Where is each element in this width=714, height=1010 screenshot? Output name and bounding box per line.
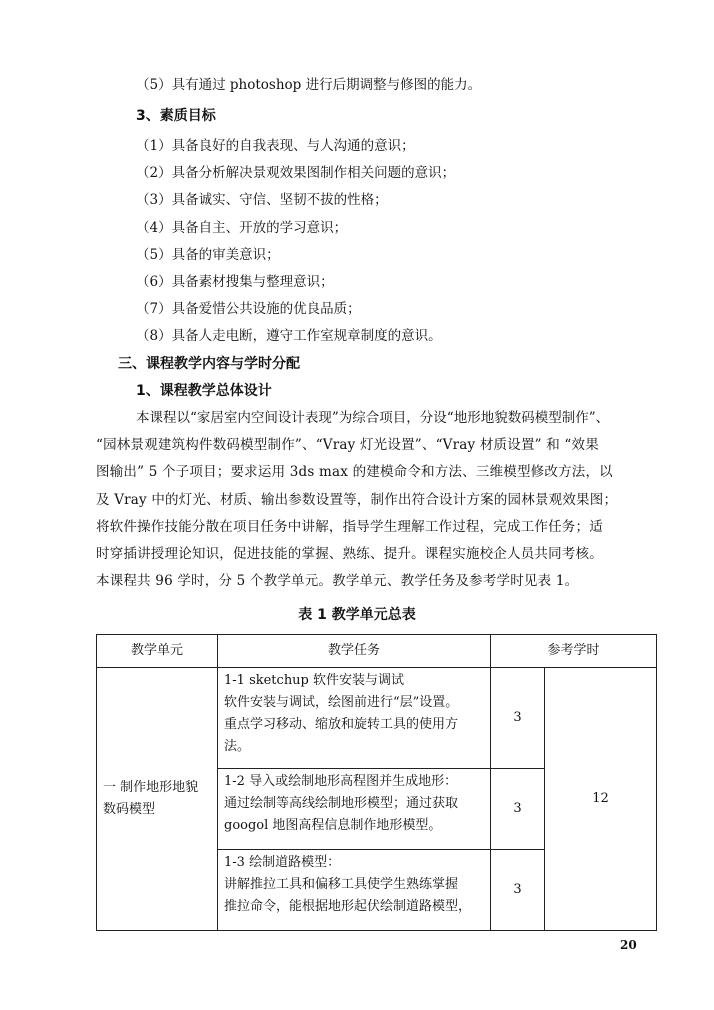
- task-line: 软件安装与调试，绘图前进行“层”设置。: [224, 695, 459, 710]
- quality-item: （5）具备的审美意识；: [136, 247, 280, 263]
- task-line: 1-1 sketchup 软件安装与调试: [224, 673, 405, 688]
- body-paragraph-line: 将软件操作技能分散在项目任务中讲解，指导学生理解工作过程，完成工作任务；适: [96, 519, 603, 535]
- header-task: 教学任务: [218, 635, 491, 668]
- body-paragraph-line: 本课程以“家居室内空间设计表现”为综合项目，分设“地形地貌数码模型制作”、: [136, 410, 610, 426]
- task-cell: [218, 769, 491, 850]
- quality-item: （6）具备素材搜集与整理意识；: [136, 274, 334, 290]
- quality-item: （7）具备爱惜公共设施的优良品质；: [136, 301, 361, 317]
- task-line: 1-3 绘制道路模型：: [224, 855, 341, 870]
- quality-item: （1）具备良好的自我表现、与人沟通的意识；: [136, 138, 415, 154]
- task-line: 通过绘制等高线绘制地形模型；通过获取: [224, 796, 459, 811]
- task-line: 1-2 导入或绘制地形高程图并生成地形：: [224, 774, 458, 789]
- task-line: 讲解推拉工具和偏移工具使学生熟练掌握: [224, 877, 459, 892]
- header-unit: 教学单元: [97, 635, 218, 668]
- teaching-units-table: [96, 634, 657, 931]
- page-number: 20: [620, 938, 637, 952]
- task-cell: [218, 668, 491, 769]
- section-heading: 三、课程教学内容与学时分配: [118, 356, 300, 372]
- body-paragraph-line: 本课程共 96 学时，分 5 个教学单元。教学单元、教学任务及参考学时见表 1。: [96, 573, 579, 589]
- task-hours-cell: 3: [491, 769, 545, 850]
- table-caption: 表 1 教学单元总表: [298, 607, 416, 623]
- body-paragraph-line: “园林景观建筑构件数码模型制作”、“Vray 灯光设置”、“Vray 材质设置” 和 “效果: [96, 437, 599, 453]
- body-paragraph-line: 及 Vray 中的灯光、材质、输出参数设置等，制作出符合设计方案的园林景观效果图；: [96, 492, 618, 508]
- unit-name-cell: 一 制作地形地貌数码模型: [97, 668, 218, 931]
- task-line: 重点学习移动、缩放和旋转工具的使用方: [224, 717, 459, 732]
- top-item: （5）具有通过 photoshop 进行后期调整与修图的能力。: [136, 77, 482, 93]
- quality-item: （8）具备人走电断，遵守工作室规章制度的意识。: [136, 328, 442, 344]
- task-line: googol 地图高程信息制作地形模型。: [224, 818, 442, 833]
- quality-goals-heading: 3、素质目标: [136, 108, 216, 124]
- body-paragraph-line: 时穿插讲授理论知识，促进技能的掌握、熟练、提升。课程实施校企人员共同考核。: [96, 546, 603, 562]
- quality-item: （4）具备自主、开放的学习意识；: [136, 220, 348, 236]
- quality-item: （2）具备分析解决景观效果图制作相关问题的意识；: [136, 165, 456, 181]
- unit-total-hours-cell: 12: [545, 668, 657, 931]
- task-line: 推拉命令，能根据地形起伏绘制道路模型，: [224, 899, 472, 914]
- task-cell: [218, 850, 491, 931]
- table-row: [97, 668, 657, 769]
- task-hours-cell: 3: [491, 850, 545, 931]
- subsection-heading: 1、课程教学总体设计: [136, 383, 272, 399]
- task-line: 法。: [224, 739, 251, 754]
- table-header-row: [97, 635, 657, 668]
- task-hours-cell: 3: [491, 668, 545, 769]
- body-paragraph-line: 图输出” 5 个子项目；要求运用 3ds max 的建模命令和方法、三维模型修改方法，以: [96, 464, 613, 480]
- header-hours: 参考学时: [491, 635, 657, 668]
- quality-item: （3）具备诚实、守信、坚韧不拔的性格；: [136, 192, 388, 208]
